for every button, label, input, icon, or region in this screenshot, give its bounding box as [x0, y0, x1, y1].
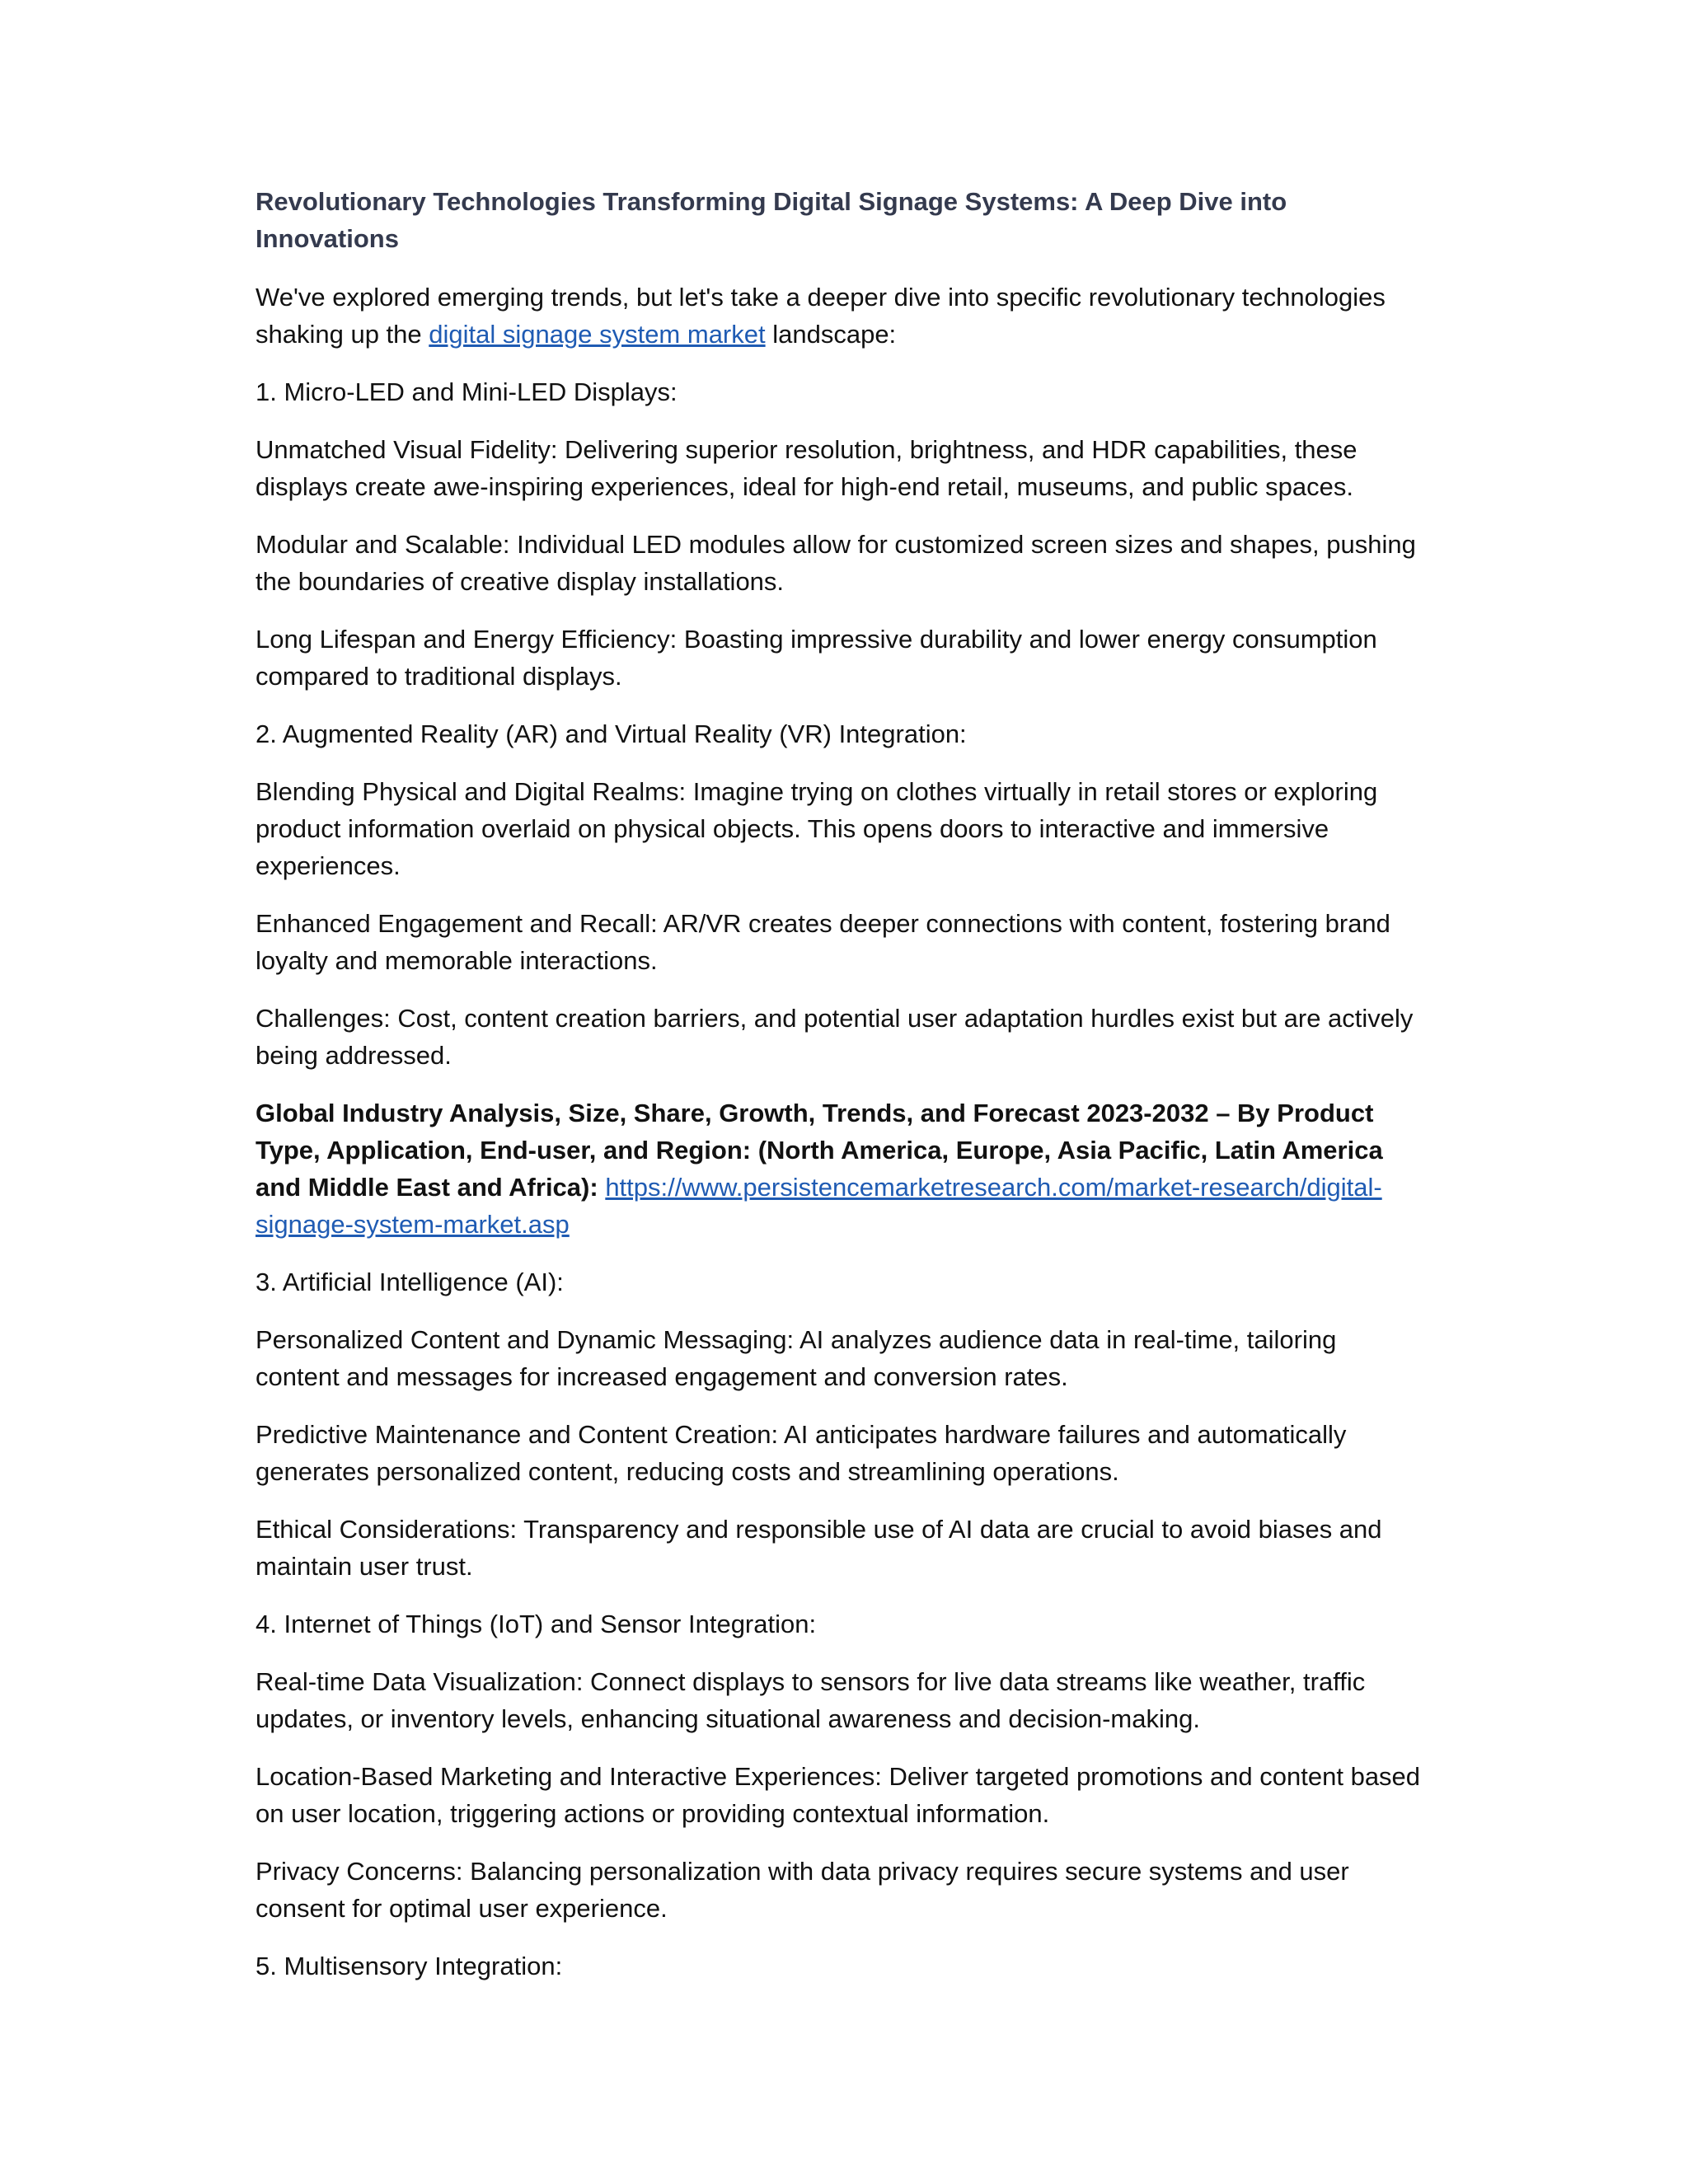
section-2-heading: 2. Augmented Reality (AR) and Virtual Reality (VR) Integration:	[256, 719, 967, 748]
report-description: Global Industry Analysis, Size, Share, Growth, Trends, and Forecast 2023-2032 – By Product Type, Application, End-user, and Region: (North America, Europe, Asia Pacific, Latin America and Middle East and Africa):	[256, 1099, 1383, 1202]
section-3-paragraph-2: Predictive Maintenance and Content Creation: AI anticipates hardware failures and automatically generates personalized content, reducing costs and streamlining operations.	[256, 1420, 1347, 1486]
section-2-paragraph-2: Enhanced Engagement and Recall: AR/VR creates deeper connections with content, fostering brand loyalty and memorable interactions.	[256, 909, 1390, 975]
section-1-heading: 1. Micro-LED and Mini-LED Displays:	[256, 377, 678, 406]
section-4-heading: 4. Internet of Things (IoT) and Sensor Integration:	[256, 1610, 817, 1638]
section-3-paragraph-1: Personalized Content and Dynamic Messaging: AI analyzes audience data in real-time, tailoring content and messages for increased engagement and conversion rates.	[256, 1325, 1337, 1391]
section-4-paragraph-3: Privacy Concerns: Balancing personalization with data privacy requires secure systems and user consent for optimal user experience.	[256, 1857, 1349, 1923]
report-paragraph	[256, 1094, 1426, 1243]
article-body	[256, 183, 1426, 2005]
section-5-heading: 5. Multisensory Integration:	[256, 1952, 563, 1980]
section-3-heading: 3. Artificial Intelligence (AI):	[256, 1268, 564, 1296]
section-2-paragraph-3: Challenges: Cost, content creation barriers, and potential user adaptation hurdles exist but are actively being addressed.	[256, 1004, 1414, 1070]
section-4-paragraph-1: Real-time Data Visualization: Connect displays to sensors for live data streams like weather, traffic updates, or inventory levels, enhancing situational awareness and decision-making.	[256, 1667, 1366, 1733]
intro-paragraph	[256, 279, 1426, 353]
section-1-paragraph-2: Modular and Scalable: Individual LED modules allow for customized screen sizes and shapes, pushing the boundaries of creative display installations.	[256, 530, 1416, 596]
intro-text-before: We've explored emerging trends, but let's take a deeper dive into specific revolutionary technologies shaking up the	[256, 283, 1386, 349]
market-link[interactable]: digital signage system market	[429, 320, 766, 349]
article-title: Revolutionary Technologies Transforming Digital Signage Systems: A Deep Dive into Innovations	[256, 187, 1287, 253]
section-4-paragraph-2: Location-Based Marketing and Interactive Experiences: Deliver targeted promotions and content based on user location, triggering actions or providing contextual information.	[256, 1762, 1421, 1828]
section-1-paragraph-1: Unmatched Visual Fidelity: Delivering superior resolution, brightness, and HDR capabilities, these displays create awe-inspiring experiences, ideal for high-end retail, museums, and public spaces.	[256, 435, 1357, 501]
intro-text-after: landscape:	[765, 320, 897, 349]
section-2-paragraph-1: Blending Physical and Digital Realms: Imagine trying on clothes virtually in retail stores or exploring product information overlaid on physical objects. This opens doors to interactive and immersive experiences.	[256, 777, 1378, 880]
section-1-paragraph-3: Long Lifespan and Energy Efficiency: Boasting impressive durability and lower energy consumption compared to traditional displays.	[256, 625, 1377, 691]
section-3-paragraph-3: Ethical Considerations: Transparency and responsible use of AI data are crucial to avoid biases and maintain user trust.	[256, 1515, 1382, 1581]
report-url-link[interactable]: https://www.persistencemarketresearch.com/market-research/digital-signage-system-market.asp	[256, 1173, 1382, 1239]
